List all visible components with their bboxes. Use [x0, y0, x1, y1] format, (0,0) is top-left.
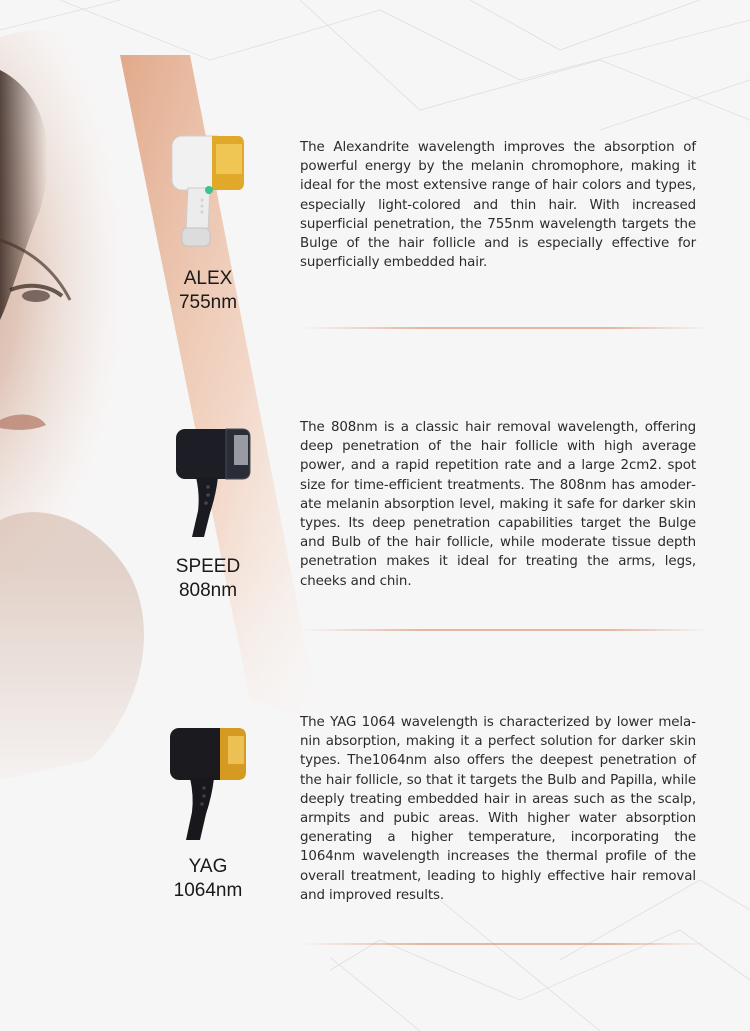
wavelength-name: SPEED: [175, 556, 241, 577]
wavelength-value: 1064nm: [173, 880, 243, 901]
wavelength-value: 755nm: [178, 292, 238, 313]
section-divider: [300, 327, 710, 329]
black-gold-laser-handpiece-icon: [166, 724, 250, 846]
black-laser-handpiece-icon: [170, 425, 254, 545]
wavelength-description: The YAG 1064 wavelength is characterized by lower melanin absorption, making it a perfect solution for darker skin types. The1064nm also offers the deepest penetration of the hair follicle, so that it targets the Bulb and Papilla, while deeply treating embedded hair in areas such as the scalp, armpits and pubic areas. With higher water absorption generating a higher temperature, incorporating the 1064nm wavelength increases the thermal profile of the overall treatment, leading to highly effective hair removal and improved results.: [300, 715, 696, 903]
wavelength-label: [158, 855, 258, 903]
wavelength-value: 808nm: [178, 580, 238, 601]
wavelength-name: ALEX: [183, 268, 233, 289]
wavelength-name: YAG: [188, 856, 228, 877]
wavelength-description: The Alexandrite wavelength improves the absorption of powerful energy by the melanin chromophore, making it ideal for the most extensive range of hair colors and types, especially light-colored and thin hair. With increased superficial penetration, the 755nm wavelength targets the Bulge of the hair follicle and is especially effective for superficially embedded hair.: [300, 140, 696, 271]
wavelength-label: [160, 267, 256, 315]
wavelength-label: [160, 555, 256, 603]
section-divider: [300, 629, 710, 631]
section-divider: [300, 943, 710, 945]
white-laser-handpiece-icon: [168, 130, 248, 255]
wavelength-description: The 808nm is a classic hair removal wavelength, offering deep penetration of the hair follicle with high average power, and a rapid repetition rate and a large 2cm2. spot size for time-efficient treatments. The 808nm has amoderate melanin absorption level, making it safe for darker skin types. Its deep penetration capabilities target the Bulge and Bulb of the hair follicle, while moderate tissue depth penetration makes it ideal for treating the arms, legs, cheeks and chin.: [300, 420, 696, 589]
